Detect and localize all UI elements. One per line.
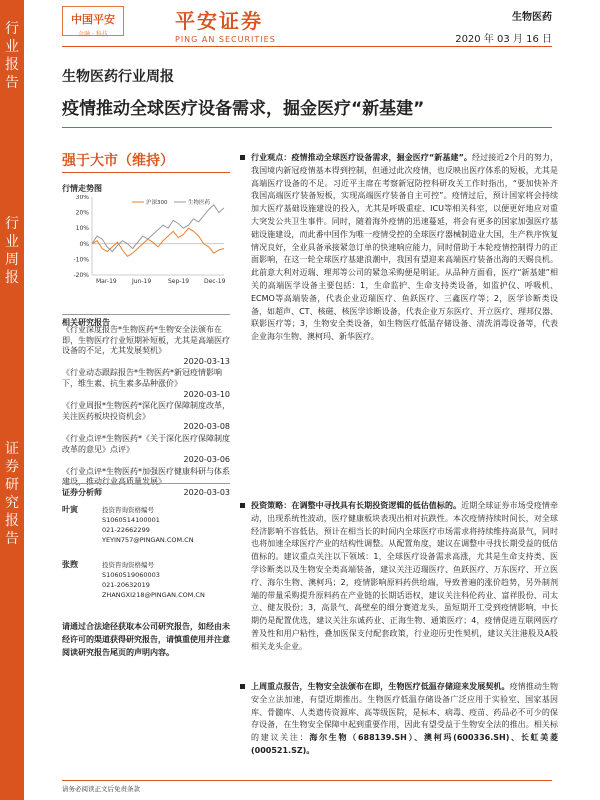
sidebar-bar: [0, 0, 24, 800]
analyst-card: 张煦 投资咨询资格编号 S1060519060003 021-20632019 ZHANGXI218@PINGAN.COM.CN: [62, 560, 230, 600]
x-tick-label: Mar-19: [96, 278, 117, 285]
paragraph-weekly-highlight: 上周重点报告，生物安全法颁布在即，生物医疗低温存储迎来发展契机。疫情推动生物安全立法加速，有望近期推出。生物医疗低温存储设备广泛应用于实验室、国家基因库、骨髓库、人类遗传资源库、高等级医院，是标本、病毒、疫苗、药品必不可少的保存设备，在生物安全保障中起到重要作用，因此有望受益于生物安全法的推出。相关标的建议关注：海尔生物（688139.SH）、澳柯玛(600336.SH)、长虹美菱(000521.SZ)。: [240, 681, 558, 758]
report-item[interactable]: 《行业动态跟踪报告*生物医药*新冠疫情影响下，维生素、抗生素多品种涨价》 2020-03-10: [62, 368, 230, 399]
report-item[interactable]: 《行业点评*生物医药*《关于深化医疗保障制度改革的意见》点评》 2020-03-06: [62, 433, 230, 465]
chart-heading: 行情走势图: [62, 184, 102, 193]
bullet-icon: [240, 503, 245, 508]
header-divider: [62, 46, 552, 47]
sidebar-label-research: 证 券 研 究 报 告: [5, 441, 19, 547]
report-subtitle: 生物医药行业周报: [62, 69, 174, 85]
analysts-heading: 证券分析师: [62, 488, 102, 497]
series-line-hs300: [92, 228, 224, 256]
price-trend-chart: [62, 195, 230, 285]
report-item[interactable]: 《行业深度报告*生物医药*生物安全法颁布在即，生物医疗行业短期补短板，尤其是高端医疗设备的不足，尤其发展契机》 2020-03-13: [62, 325, 230, 366]
y-tick-label: 0%: [79, 240, 89, 248]
reports-top-divider: [62, 314, 230, 315]
analyst-email[interactable]: ZHANGXI218@PINGAN.COM.CN: [102, 591, 205, 599]
y-tick-label: -20%: [73, 272, 89, 279]
analyst-card: 叶寅 投资咨询资格编号 S1060514100001 021-22662299 YEYIN757@PINGAN.COM.CN: [62, 505, 230, 545]
sidebar-label-report: 行 业 报 告: [5, 21, 19, 91]
related-reports-list: [62, 325, 230, 500]
rating-label: 强于大市（维持）: [62, 153, 174, 169]
sector-label: 生物医药: [512, 12, 552, 23]
y-tick-label: 30%: [75, 195, 89, 201]
ping-an-securities-logo: 平安证券 PING AN SECURITIES: [175, 9, 276, 44]
bullet-icon: [240, 684, 245, 689]
y-tick-label: 10%: [75, 225, 89, 233]
report-item[interactable]: 《行业周报*生物医药*深化医疗保障制度改革，关注医药板块投资机会》 2020-03-08: [62, 401, 230, 432]
paragraph-investment-strategy: 投资策略：在调整中寻找具有长期投资逻辑的低估值标的。近期全球证券市场受疫情牵动，出现系统性波动，医疗健康板块表现出相对抗跌性。本次疫情持续时间长，对全球经济影响不容低估，预计在相当长的时间内全球医疗市场需求将持续维持高景气，同时也将加速全球医疗产业的结构性调整。从配置角度，建议在调整中寻找长期受益的低估值标的。建议重点关注以下领域：1，全球医疗设备需求高涨，尤其是生命支持类、医学诊断类以及生物安全类高端装备，建议关注迈瑞医疗、鱼跃医疗、万东医疗、开立医疗、海尔生物、澳柯玛；2，疫情影响原料药供给端，导致普遍的涨价趋势，另外制剂端的带量采购提升原料药在产业链的长期话语权，建议关注科伦药业、富祥股份、司太立、健友股份；3，高景气、高壁垒的细分赛道龙头，虽短期开工受到疫情影响，中长期仍是配置优选，建议关注东诚药业、正海生物、通策医疗；4，疫情促进互联网医疗普及性和用户粘性，叠加医保支付配套政策，行业迎历史性契机，建议关注港股及A股相关龙头企业。: [240, 500, 558, 654]
paragraph-industry-view: 行业观点：疫情推动全球医疗设备需求，掘金医疗“新基建”。经过接近2个月的努力，我国境内新冠疫情基本得到控制，但通过此次疫情，也反映出医疗体系的短板，尤其是高端医疗设备的不足。习近平主席在考察新冠防控科研攻关工作时指出，“要加快补齐我国高端医疗装备短板，实现高端医疗装备自主可控”。疫情过后，预计国家将会持续加大医疗基础设施建设的投入，尤其是呼吸重症、ICU等相关科室，以便更好地应对重大突发公共卫生事件。同时，随着海外疫情的迅速蔓延，将会有更多的国家加强医疗基础设施建设，而此番中国作为唯一疫情受控的全球医疗器械制造业大国，生产秩序恢复情况良好，全业具备承接紧急订单的快速响应能力，同时借助于本轮疫情控制得力的正面影响，在这一轮全球医疗基建浪潮中，我国有望迎来高端医疗装备出海的天赐良机。此前意大利对迈瑞、理邦等公司的紧急采购便是明证。从品种方面看，医疗“新基建”相关的高端医学设备主要包括：1，生命监护、生命支持类设备，如监护仪、呼吸机、ECMO等高端装备，代表企业迈瑞医疗、鱼跃医疗、三鑫医疗等；2，医学诊断类设备，如超声、CT、核磁、核医学诊断设备，代表企业万东医疗、开立医疗、理邦仪器、联影医疗等；3，生物安全类设备，如生物医疗低温存储设备、清洗消毒设备等，代表企业海尔生物、澳柯玛、新华医疗。: [240, 152, 558, 344]
analyst-name: 叶寅: [62, 505, 78, 514]
footer-divider: [62, 780, 552, 781]
legend-label-hs300: 沪深300: [146, 200, 168, 206]
title-divider: [62, 127, 552, 128]
rating-divider: [62, 172, 230, 173]
y-tick-label: 20%: [75, 209, 89, 217]
analysts-top-divider: [62, 483, 230, 484]
report-date: 2020 年 03 月 16 日: [455, 34, 552, 45]
report-title: 疫情推动全球医疗设备需求，掘金医疗“新基建”: [62, 99, 425, 119]
x-tick-label: Jun-19: [132, 278, 152, 285]
disclaimer-text: 请通过合法途径获取本公司研究报告，如经由未经许可的渠道获得研究报告，请慎重使用并注意阅读研究报告尾页的声明内容。: [62, 622, 230, 657]
sidebar-label-weekly: 行 业 周 报: [5, 216, 19, 286]
footer-note: 请务必阅读正文后免责条款: [62, 785, 140, 793]
bullet-icon: [240, 155, 245, 160]
ping-an-group-logo: 中国平安 金融 · 科技: [62, 6, 124, 36]
reports-heading: 相关研究报告: [62, 318, 110, 327]
x-tick-label: Sep-19: [168, 278, 190, 285]
legend-label-biomed: 生物医药: [188, 200, 211, 206]
report-item[interactable]: 《行业点评*生物医药*加强医疗健康科研与体系建设，推动行业高质量发展》 2020-03-03: [62, 466, 230, 497]
y-tick-label: -10%: [73, 256, 89, 264]
analyst-name: 张煦: [62, 560, 78, 569]
x-tick-label: Dec-19: [204, 278, 226, 285]
analyst-email[interactable]: YEYIN757@PINGAN.COM.CN: [102, 536, 194, 544]
